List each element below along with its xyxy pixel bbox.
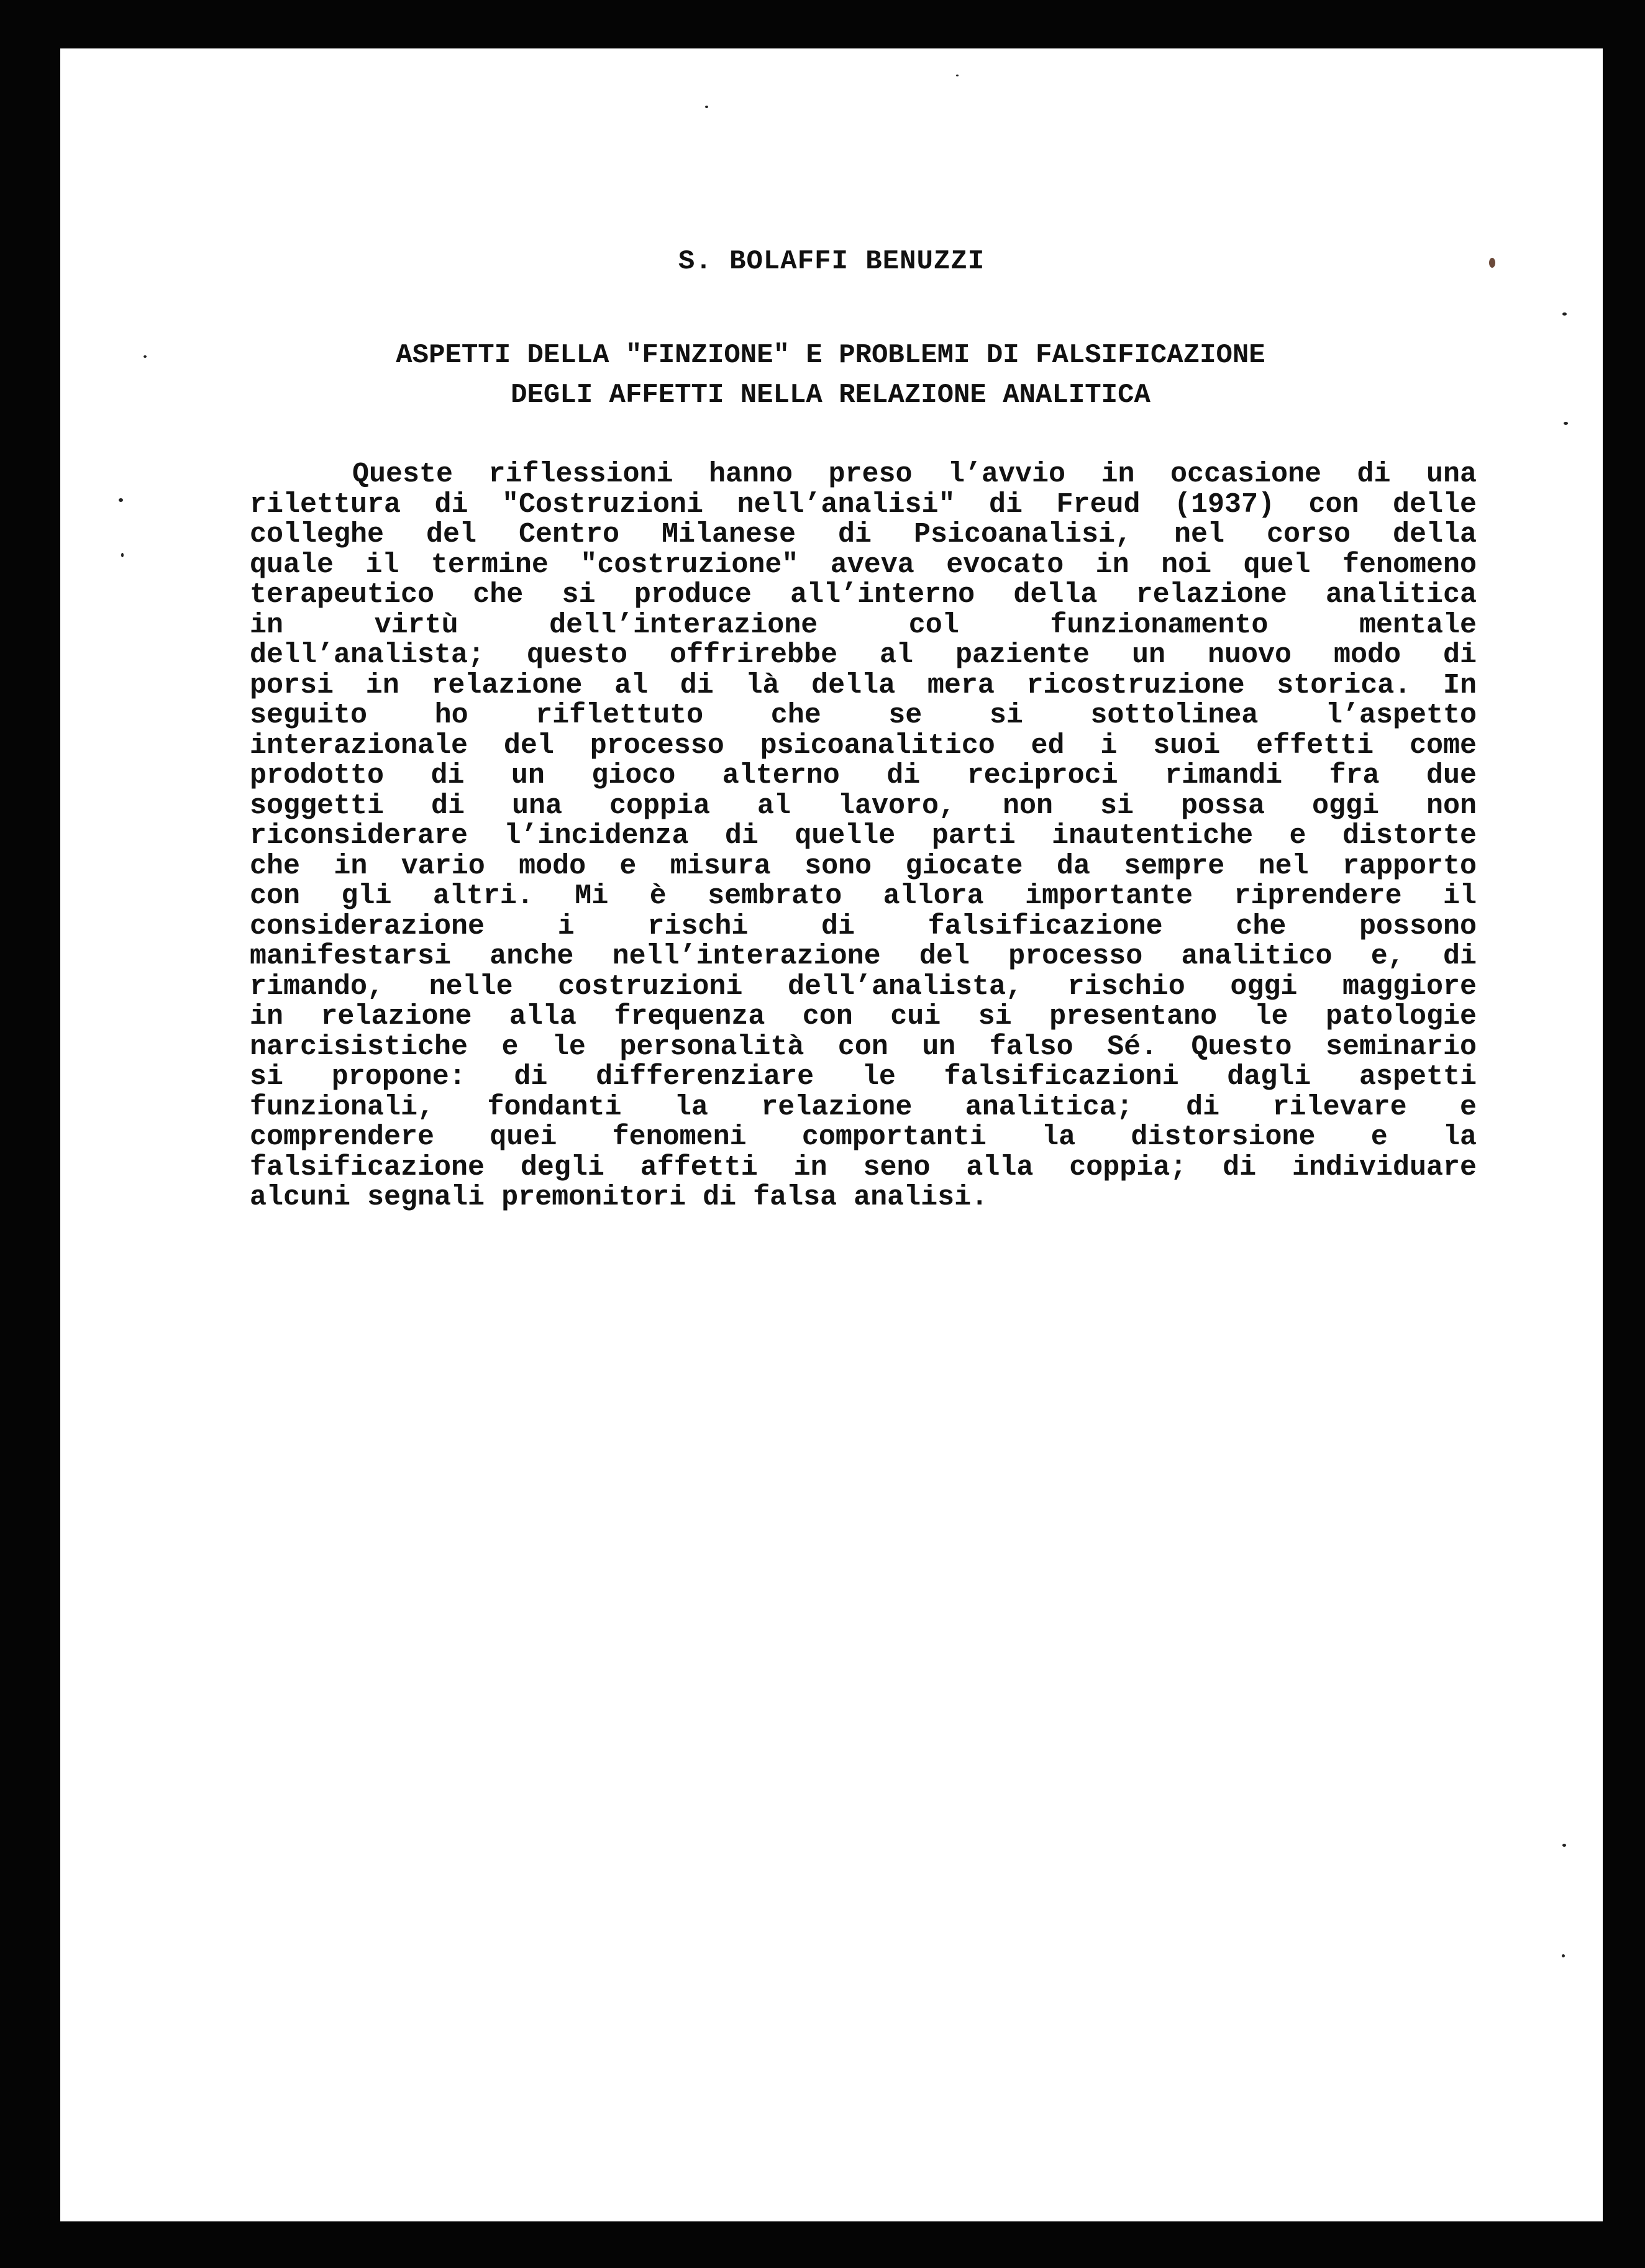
body-line: seguito ho riflettuto che se si sottolinea l’aspetto <box>250 701 1477 731</box>
body-line: narcisistiche e le personalità con un falso Sé. Questo seminario <box>250 1032 1477 1062</box>
document-page <box>60 48 1603 2221</box>
body-line: manifestarsi anche nell’interazione del processo analitico e, di <box>250 942 1477 972</box>
scan-speck <box>1489 258 1495 268</box>
body-line: in relazione alla frequenza con cui si presentano le patologie <box>250 1002 1477 1032</box>
scan-speck <box>1562 1954 1565 1957</box>
scan-speck <box>144 355 147 358</box>
body-line: interazionale del processo psicoanalitico ed i suoi effetti come <box>250 731 1477 761</box>
body-line: considerazione i rischi di falsificazione che possono <box>250 911 1477 942</box>
scan-speck <box>1562 1844 1566 1847</box>
title-line: ASPETTI DELLA "FINZIONE" E PROBLEMI DI FALSIFICAZIONE <box>396 340 1265 371</box>
scan-speck <box>119 498 123 502</box>
body-line: dell’analista; questo offrirebbe al paziente un nuovo modo di <box>250 640 1477 671</box>
body-line: porsi in relazione al di là della mera ricostruzione storica. In <box>250 670 1477 701</box>
author-name: S. BOLAFFI BENUZZI <box>678 246 985 277</box>
document-title <box>321 335 1340 415</box>
body-line: rimando, nelle costruzioni dell’analista, rischio oggi maggiore <box>250 972 1477 1002</box>
body-line: falsificazione degli affetti in seno alla coppia; di individuare <box>250 1152 1477 1183</box>
body-line: in virtù dell’interazione col funzionamento mentale <box>250 610 1477 640</box>
scan-speck <box>121 553 124 557</box>
body-line: colleghe del Centro Milanese di Psicoanalisi, nel corso della <box>250 520 1477 550</box>
scan-speck <box>1562 312 1567 316</box>
body-line: rilettura di "Costruzioni nell’analisi" di Freud (1937) con delle <box>250 490 1477 520</box>
title-line: DEGLI AFFETTI NELLA RELAZIONE ANALITICA <box>511 380 1151 411</box>
body-line: soggetti di una coppia al lavoro, non si possa oggi non <box>250 791 1477 821</box>
scan-speck <box>1564 422 1568 425</box>
body-line: comprendere quei fenomeni comportanti la distorsione e la <box>250 1123 1477 1153</box>
body-line: terapeutico che si produce all’interno della relazione analitica <box>250 580 1477 611</box>
scan-speck <box>705 106 708 108</box>
scan-speck <box>956 75 959 76</box>
body-line: che in vario modo e misura sono giocate da sempre nel rapporto <box>250 851 1477 881</box>
body-line: quale il termine "costruzione" aveva evocato in noi quel fenomeno <box>250 550 1477 580</box>
body-line: riconsiderare l’incidenza di quelle parti inautentiche e distorte <box>250 821 1477 852</box>
body-line: alcuni segnali premonitori di falsa analisi. <box>250 1183 988 1213</box>
body-line: Queste riflessioni hanno preso l’avvio in occasione di una <box>352 460 1477 490</box>
body-line: con gli altri. Mi è sembrato allora importante riprendere il <box>250 881 1477 912</box>
body-paragraph <box>250 460 1477 1213</box>
body-line: si propone: di differenziare le falsificazioni dagli aspetti <box>250 1062 1477 1093</box>
body-line: prodotto di un gioco alterno di reciproci rimandi fra due <box>250 761 1477 791</box>
body-line: funzionali, fondanti la relazione analitica; di rilevare e <box>250 1092 1477 1123</box>
